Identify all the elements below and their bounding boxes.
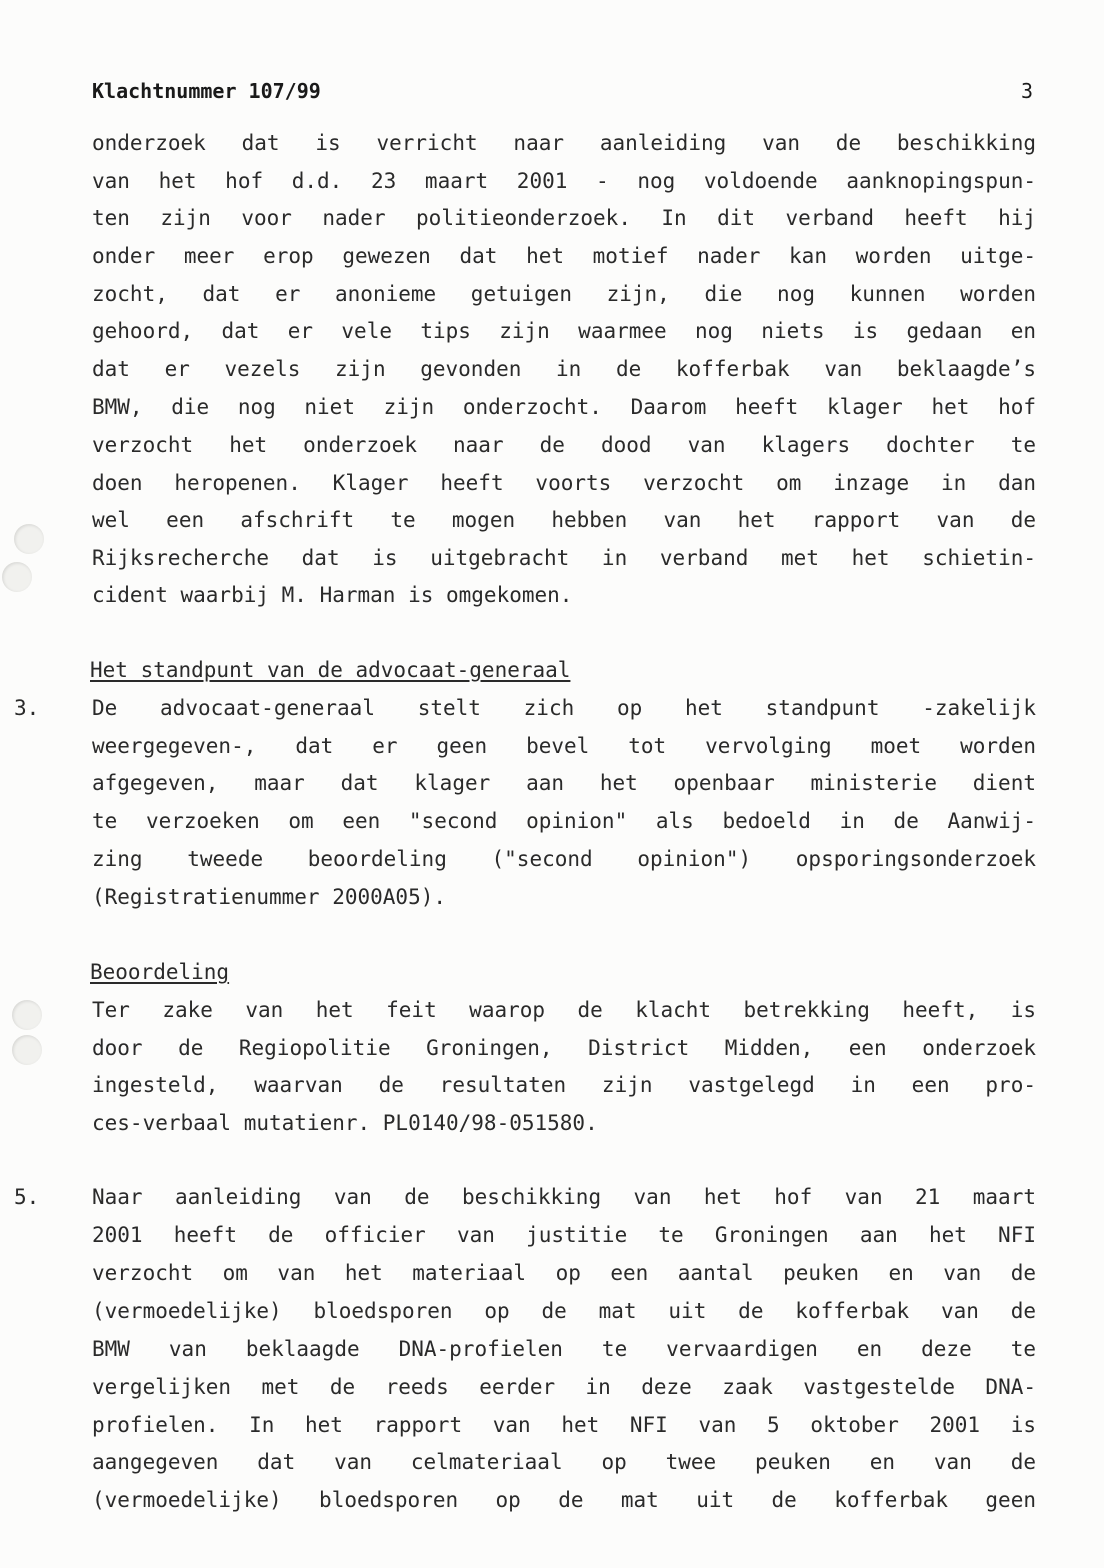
text-line: ingesteld, waarvan de resultaten zijn vastgelegd in een pro-: [92, 1073, 1036, 1097]
text-line: Ter zake van het feit waarop de klacht betrekking heeft, is: [92, 998, 1036, 1022]
punch-hole-1: [14, 524, 44, 554]
text-line: (Registratienummer 2000A05).: [92, 885, 447, 909]
text-line: 2001 heeft de officier van justitie te Groningen aan het NFI: [92, 1223, 1036, 1247]
text-line: De advocaat-generaal stelt zich op het standpunt -zakelijk: [92, 696, 1036, 720]
text-line: gehoord, dat er vele tips zijn waarmee nog niets is gedaan en: [92, 319, 1036, 343]
text-line: ces-verbaal mutatienr. PL0140/98-051580.: [92, 1111, 598, 1135]
punch-hole-4: [12, 1035, 42, 1065]
text-line: Naar aanleiding van de beschikking van het hof van 21 maart: [92, 1185, 1036, 1209]
text-line: afgegeven, maar dat klager aan het openbaar ministerie dient: [92, 771, 1036, 795]
text-line: door de Regiopolitie Groningen, District Midden, een onderzoek: [92, 1036, 1036, 1060]
text-line: BMW, die nog niet zijn onderzocht. Daarom heeft klager het hof: [92, 395, 1036, 419]
text-line: wel een afschrift te mogen hebben van het rapport van de: [92, 508, 1036, 532]
text-line: profielen. In het rapport van het NFI van 5 oktober 2001 is: [92, 1413, 1036, 1437]
case-number-header: Klachtnummer 107/99: [92, 79, 321, 103]
punch-hole-2: [2, 562, 32, 592]
paragraph-number: 3.: [14, 696, 40, 720]
text-line: te verzoeken om een "second opinion" als bedoeld in de Aanwij-: [92, 809, 1036, 833]
text-line: cident waarbij M. Harman is omgekomen.: [92, 583, 573, 607]
text-line: aangegeven dat van celmateriaal op twee peuken en van de: [92, 1450, 1036, 1474]
section-heading-standpunt: Het standpunt van de advocaat-generaal: [90, 658, 571, 682]
text-line: BMW van beklaagde DNA-profielen te vervaardigen en deze te: [92, 1337, 1036, 1361]
punch-hole-3: [12, 1000, 42, 1030]
text-line: (vermoedelijke) bloedsporen op de mat uit de kofferbak van de: [92, 1299, 1036, 1323]
text-line: verzocht het onderzoek naar de dood van klagers dochter te: [92, 433, 1036, 457]
text-line: verzocht om van het materiaal op een aantal peuken en van de: [92, 1261, 1036, 1285]
text-line: Rijksrecherche dat is uitgebracht in verband met het schietin-: [92, 546, 1036, 570]
text-line: ten zijn voor nader politieonderzoek. In dit verband heeft hij: [92, 206, 1036, 230]
page-number: 3: [1021, 79, 1034, 103]
paragraph-number: 5.: [14, 1185, 40, 1209]
text-line: vergelijken met de reeds eerder in deze zaak vastgestelde DNA-: [92, 1375, 1036, 1399]
text-line: zocht, dat er anonieme getuigen zijn, die nog kunnen worden: [92, 282, 1036, 306]
text-line: dat er vezels zijn gevonden in de kofferbak van beklaagde’s: [92, 357, 1036, 381]
text-line: doen heropenen. Klager heeft voorts verzocht om inzage in dan: [92, 471, 1036, 495]
text-line: van het hof d.d. 23 maart 2001 - nog voldoende aanknopingspun-: [92, 169, 1036, 193]
text-line: onderzoek dat is verricht naar aanleiding van de beschikking: [92, 131, 1036, 155]
text-line: (vermoedelijke) bloedsporen op de mat uit de kofferbak geen: [92, 1488, 1036, 1512]
text-line: onder meer erop gewezen dat het motief nader kan worden uitge-: [92, 244, 1036, 268]
section-heading-beoordeling: Beoordeling: [90, 960, 230, 984]
text-line: zing tweede beoordeling ("second opinion") opsporingsonderzoek: [92, 847, 1036, 871]
text-line: weergegeven-, dat er geen bevel tot vervolging moet worden: [92, 734, 1036, 758]
